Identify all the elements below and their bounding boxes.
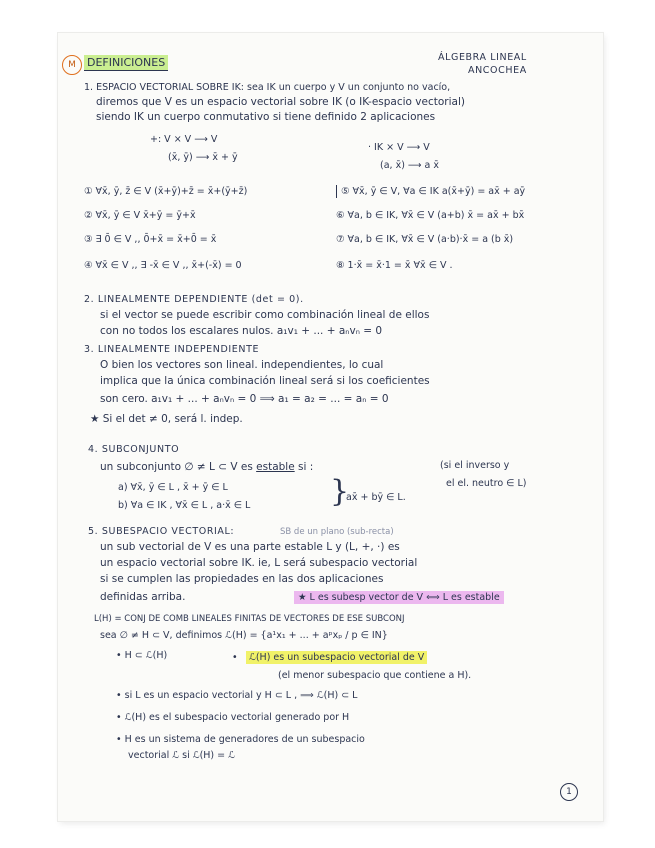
s1-heading: 1. ESPACIO VECTORIAL SOBRE IK: sea IK un cuerpo y V un conjunto no vacío, xyxy=(84,82,451,93)
s4-note-1: (si el inverso y xyxy=(440,460,510,471)
axiom-3: ③ ∃ 0̄ ∈ V ,, 0̄+x̄ = x̄+0̄ = x̄ xyxy=(84,234,217,245)
s4-stable-word: estable xyxy=(256,461,295,473)
s4-intro xyxy=(100,461,313,474)
page-number: 1 xyxy=(560,783,578,801)
map-sum-rule: (x̄, ȳ) ⟶ x̄ + ȳ xyxy=(168,152,238,163)
s5-bullet-2-highlight: ℒ(H) es un subespacio vectorial de V xyxy=(246,651,427,664)
s5-line-1: un sub vectorial de V es una parte estable L y (L, +, ·) es xyxy=(100,541,400,553)
map-sum-domain: +: V × V ⟶ V xyxy=(150,134,218,145)
s3-line-1: O bien los vectores son lineal. independientes, lo cual xyxy=(100,359,384,371)
s5-bullet-2-dot: • xyxy=(232,652,238,663)
s5-line-2: un espacio vectorial sobre IK. ie, L será subespacio vectorial xyxy=(100,557,418,569)
axiom-6: ⑥ ∀a, b ∈ IK, ∀x̄ ∈ V (a+b) x̄ = ax̄ + bx̄ xyxy=(336,210,525,221)
subject-title: ÁLGEBRA LINEAL xyxy=(438,52,527,63)
axiom-7: ⑦ ∀a, b ∈ IK, ∀x̄ ∈ V (a·b)·x̄ = a (b x̄) xyxy=(336,234,514,245)
s3-line-2: implica que la única combinación lineal será si los coeficientes xyxy=(100,375,430,387)
s5-bullet-5: • H es un sistema de generadores de un subespacio xyxy=(116,734,365,745)
s4-heading: 4. SUBCONJUNTO xyxy=(88,444,180,455)
s4-item-b: b) ∀a ∈ IK , ∀x̄ ∈ L , a·x̄ ∈ L xyxy=(118,500,251,511)
s5-line-3: si se cumplen las propiedades en las dos aplicaciones xyxy=(100,573,384,585)
s5-heading-note: SB de un plano (sub-recta) xyxy=(280,527,394,537)
axiom-5: ⑤ ∀x̄, ȳ ∈ V, ∀a ∈ IK a(x̄+ȳ) = ax̄ + aȳ xyxy=(336,185,525,198)
s4-note-2: el el. neutro ∈ L) xyxy=(446,478,527,489)
map-scalar-domain: · IK × V ⟶ V xyxy=(368,142,430,153)
s4-brace: } xyxy=(330,474,350,509)
page-badge: M xyxy=(62,55,82,75)
s5-lch-definition: L(H) = CONJ DE COMB LINEALES FINITAS DE VECTORES DE ESE SUBCONJ xyxy=(94,614,405,624)
s5-bullet-3: • si L es un espacio vectorial y H ⊂ L , ⟹ ℒ(H) ⊂ L xyxy=(116,690,358,701)
s5-bullet-2-sub: (el menor subespacio que contiene a H). xyxy=(278,670,472,681)
axiom-2: ② ∀x̄, ȳ ∈ V x̄+ȳ = ȳ+x̄ xyxy=(84,210,196,221)
s5-bullet-1: • H ⊂ ℒ(H) xyxy=(116,650,168,661)
axiom-4: ④ ∀x̄ ∈ V ,, ∃ -x̄ ∈ V ,, x̄+(-x̄) = 0 xyxy=(84,260,242,271)
s5-heading: 5. SUBESPACIO VECTORIAL: xyxy=(88,526,235,537)
map-scalar-rule: (a, x̄) ⟶ a x̄ xyxy=(380,160,440,171)
s5-sea: sea ∅ ≠ H ⊂ V, definimos ℒ(H) = {a¹x₁ + ... + aᵖxₚ / p ∈ IN} xyxy=(100,630,388,641)
axiom-1: ① ∀x̄, ȳ, z̄ ∈ V (x̄+ȳ)+z̄ = x̄+(ȳ+z̄) xyxy=(84,186,248,197)
s4-item-a: a) ∀x̄, ȳ ∈ L , x̄ + ȳ ∈ L xyxy=(118,482,228,493)
s3-heading: 3. LINEALMENTE INDEPENDIENTE xyxy=(84,344,260,355)
s2-line-1: si el vector se puede escribir como combinación lineal de ellos xyxy=(100,309,430,321)
s3-line-3: son cero. a₁v₁ + ... + aₙvₙ = 0 ⟹ a₁ = a₂ = ... = aₙ = 0 xyxy=(100,393,389,405)
s1-line-1: diremos que V es un espacio vectorial sobre IK (o IK-espacio vectorial) xyxy=(96,96,465,108)
notebook-page xyxy=(58,33,603,821)
s5-bullet-5-cont: vectorial ℒ si ℒ(H) = ℒ xyxy=(128,750,235,761)
s5-stable-highlight: ★ L es subesp vector de V ⟺ L es estable xyxy=(294,591,504,604)
s2-heading: 2. LINEALMENTE DEPENDIENTE (det = 0). xyxy=(84,294,304,305)
author-name: ANCOCHEA xyxy=(468,65,527,76)
s4-brace-result: ax̄ + bȳ ∈ L. xyxy=(346,492,406,503)
s2-line-2: con no todos los escalares nulos. a₁v₁ + ... + aₙvₙ = 0 xyxy=(100,325,383,337)
s5-defined: definidas arriba. xyxy=(100,591,186,603)
s4-intro-end: si : xyxy=(298,461,314,473)
axiom-8: ⑧ 1·x̄ = x̄·1 = x̄ ∀x̄ ∈ V . xyxy=(336,260,453,271)
s1-line-2: siendo IK un cuerpo conmutativo si tiene definido 2 aplicaciones xyxy=(96,111,436,123)
s3-line-4: ★ Si el det ≠ 0, será l. indep. xyxy=(90,413,243,425)
page-title: DEFINICIONES xyxy=(84,55,168,71)
s4-intro-text: un subconjunto ∅ ≠ L ⊂ V es xyxy=(100,461,253,473)
s5-bullet-4: • ℒ(H) es el subespacio vectorial generado por H xyxy=(116,712,350,723)
